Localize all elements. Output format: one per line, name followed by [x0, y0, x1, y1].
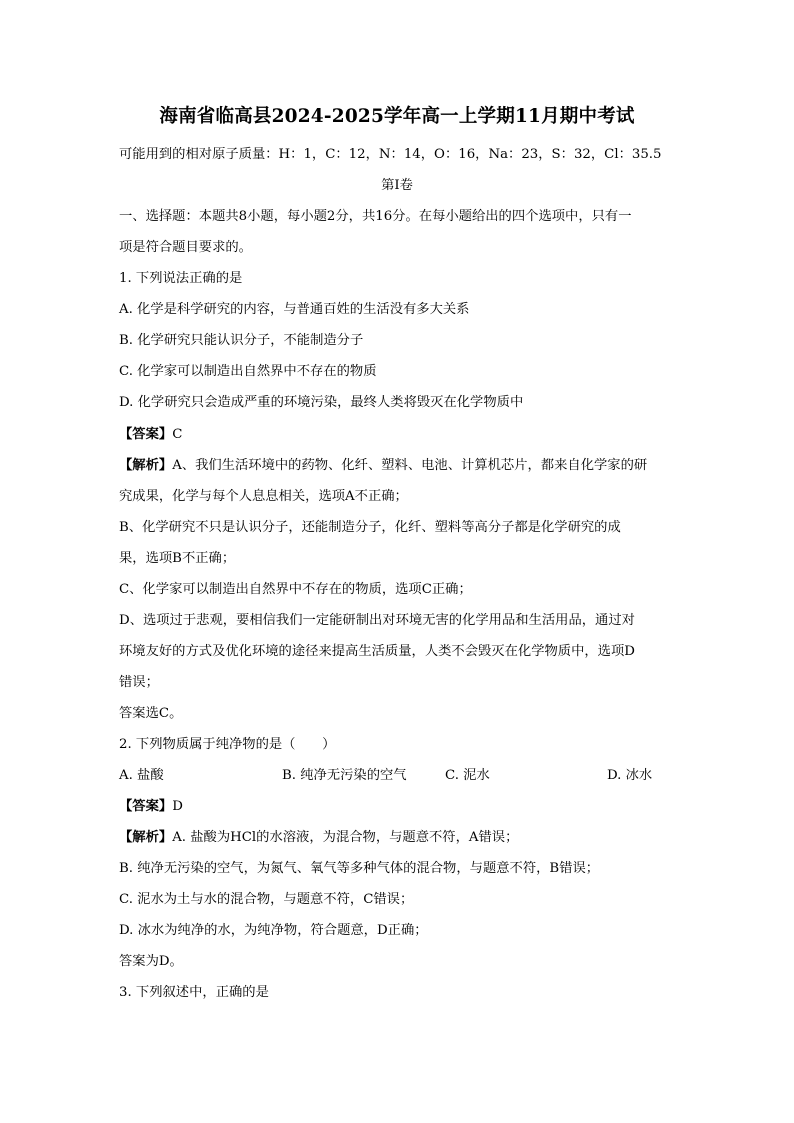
q2-stem: 2. 下列物质属于纯净物的是（ ）	[119, 737, 336, 752]
q1-option-b: B. 化学研究只能认识分子，不能制造分子	[119, 333, 364, 348]
q2-analysis-line-4: D. 冰水为纯净的水，为纯净物，符合题意，D正确；	[119, 923, 428, 938]
q1-answer-label: 【答案】	[119, 427, 173, 442]
q1-option-c: C. 化学家可以制造出自然界中不存在的物质	[119, 364, 377, 379]
q2-answer-value: D	[172, 799, 183, 814]
q1-option-d: D. 化学研究只会造成严重的环境污染，最终人类将毁灭在化学物质中	[119, 395, 524, 410]
q1-answer	[119, 425, 182, 445]
q2-analysis-label: 【解析】	[119, 830, 173, 845]
q2-analysis-text: A. 盐酸为HCl的水溶液，为混合物，与题意不符，A错误；	[172, 830, 519, 845]
instructions-line-1: 一、选择题：本题共8小题，每小题2分，共16分。在每小题给出的四个选项中，只有一	[119, 209, 632, 224]
q1-analysis-line-7: 环境友好的方式及优化环境的途径来提高生活质量，人类不会毁灭在化学物质中，选项D	[119, 644, 635, 659]
q3-stem: 3. 下列叙述中，正确的是	[119, 985, 269, 1000]
q2-option-d: D. 冰水	[607, 768, 653, 783]
q1-analysis-line-4: 果，选项B不正确；	[119, 551, 236, 566]
q1-option-a: A. 化学是科学研究的内容，与普通百姓的生活没有多大关系	[119, 302, 470, 317]
q1-stem: 1. 下列说法正确的是	[119, 271, 243, 286]
q1-analysis-line-6: D、选项过于悲观，要相信我们一定能研制出对环境无害的化学用品和生活用品，通过对	[119, 613, 635, 628]
q2-option-b: B. 纯净无污染的空气	[282, 768, 407, 783]
q1-answer-value: C	[172, 427, 183, 442]
q1-analysis-line-8: 错误；	[119, 675, 159, 690]
q2-analysis-line-1	[119, 828, 518, 848]
q2-option-a: A. 盐酸	[119, 768, 164, 783]
q1-analysis-label: 【解析】	[119, 458, 173, 473]
instructions-line-2: 项是符合题目要求的。	[119, 240, 252, 255]
q1-analysis-line-2: 究成果，化学与每个人息息相关，选项A不正确；	[119, 489, 408, 504]
q2-option-c: C. 泥水	[445, 768, 490, 783]
q2-analysis-line-2: B. 纯净无污染的空气，为氮气、氧气等多种气体的混合物，与题意不符，B错误；	[119, 861, 600, 876]
atomic-masses: 可能用到的相对原子质量：H：1，C：12，N：14，O：16，Na：23，S：32，Cl：35.5	[119, 147, 662, 162]
q2-analysis-line-5: 答案为D。	[119, 954, 183, 969]
q2-answer	[119, 797, 183, 817]
q1-analysis-line-5: C、化学家可以制造出自然界中不存在的物质，选项C正确；	[119, 582, 472, 597]
q2-answer-label: 【答案】	[119, 799, 173, 814]
q1-analysis-line-1	[119, 456, 647, 476]
q2-analysis-line-3: C. 泥水为土与水的混合物，与题意不符，C错误；	[119, 892, 414, 907]
exam-title: 海南省临高县2024-2025学年高一上学期11月期中考试	[159, 106, 635, 127]
q1-analysis-line-3: B、化学研究不只是认识分子，还能制造分子，化纤、塑料等高分子都是化学研究的成	[119, 520, 621, 535]
q1-analysis-text: A、我们生活环境中的药物、化纤、塑料、电池、计算机芯片，都来自化学家的研	[172, 458, 648, 473]
section-title: 第I卷	[381, 178, 413, 193]
q1-analysis-line-9: 答案选C。	[119, 706, 183, 721]
